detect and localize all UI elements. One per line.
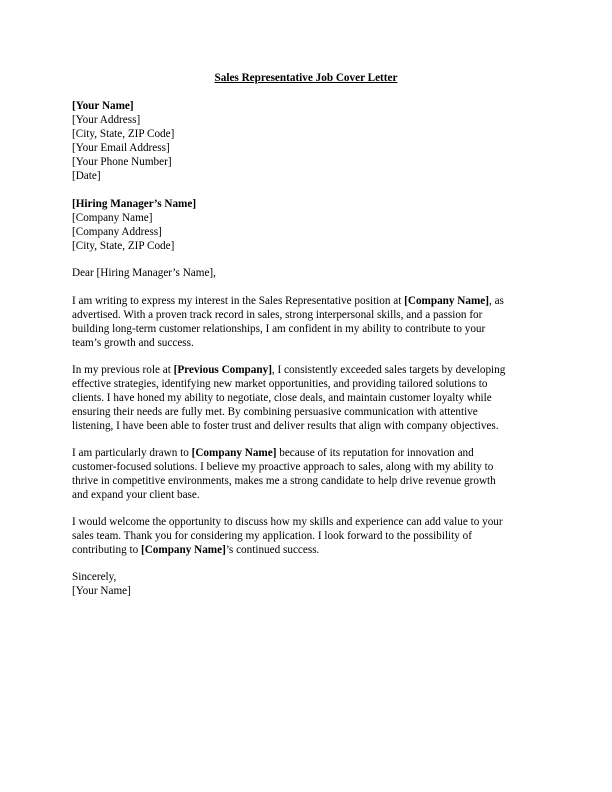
paragraph-3-text-a: I am particularly drawn to <box>72 447 192 459</box>
company-name-placeholder: [Company Name] <box>191 447 277 459</box>
paragraph-2-line-4: ensuring their needs are fully met. By combining persuasive communication with attentive <box>72 406 478 418</box>
sender-city: [City, State, ZIP Code] <box>72 128 175 140</box>
sender-name: [Your Name] <box>72 100 134 112</box>
paragraph-1-text-a: I am writing to express my interest in the Sales Representative position at <box>72 295 405 307</box>
paragraph-3-line-2: customer-focused solutions. I believe my proactive approach to sales, along with my ability to <box>72 461 494 473</box>
salutation-text: Dear [Hiring Manager’s Name], <box>72 267 216 279</box>
paragraph-1-line-2: advertised. With a proven track record in sales, strong interpersonal skills, and a passion for <box>72 309 483 321</box>
paragraph-2-line-5: listening, I have been able to foster trust and deliver results that align with company objectives. <box>72 420 499 432</box>
recipient-city: [City, State, ZIP Code] <box>72 240 175 252</box>
paragraph-2-line-3: clients. I have honed my ability to negotiate, close deals, and maintain customer loyalty while <box>72 392 492 404</box>
document-title: Sales Representative Job Cover Letter <box>214 72 398 84</box>
paragraph-4-line-1: I would welcome the opportunity to discuss how my skills and experience can add value to your <box>72 516 503 528</box>
paragraph-4-text-a: contributing to <box>72 544 141 556</box>
signature-name: [Your Name] <box>72 585 131 597</box>
previous-company-placeholder: [Previous Company] <box>173 364 272 376</box>
paragraph-1-line-3: building long-term customer relationships, I am confident in my ability to contribute to your <box>72 323 486 335</box>
salutation <box>72 266 540 280</box>
recipient-address: [Company Address] <box>72 226 162 238</box>
sender-block <box>72 99 540 183</box>
paragraph-1 <box>72 294 540 350</box>
closing-block <box>72 570 540 598</box>
sender-date: [Date] <box>72 170 101 182</box>
sender-address: [Your Address] <box>72 114 141 126</box>
paragraph-3-line-3: thrive in competitive environments, makes me a strong candidate to help drive revenue growth <box>72 475 496 487</box>
paragraph-4-text-c: ’s continued success. <box>225 544 320 556</box>
paragraph-4 <box>72 515 540 557</box>
paragraph-4-line-3 <box>72 543 540 557</box>
recipient-block <box>72 197 540 253</box>
paragraph-2-line-2: effective strategies, identifying new market opportunities, and providing tailored solutions to <box>72 378 488 390</box>
paragraph-3-line-1 <box>72 446 540 460</box>
sender-email: [Your Email Address] <box>72 142 170 154</box>
recipient-name: [Hiring Manager’s Name] <box>72 198 197 210</box>
paragraph-2-line-1 <box>72 363 540 377</box>
paragraph-2-text-a: In my previous role at <box>72 364 174 376</box>
paragraph-2-text-c: , I consistently exceeded sales targets by developing <box>271 364 506 376</box>
paragraph-3 <box>72 446 540 502</box>
paragraph-3-text-c: because of its reputation for innovation and <box>276 447 474 459</box>
sender-phone: [Your Phone Number] <box>72 156 172 168</box>
paragraph-3-line-4: and expand your client base. <box>72 489 200 501</box>
valediction: Sincerely, <box>72 571 117 583</box>
paragraph-4-line-2: sales team. Thank you for considering my application. I look forward to the possibility of <box>72 530 472 542</box>
recipient-company: [Company Name] <box>72 212 153 224</box>
paragraph-1-text-c: , as <box>488 295 504 307</box>
company-name-placeholder: [Company Name] <box>404 295 489 307</box>
paragraph-1-line-1 <box>72 294 540 308</box>
paragraph-1-line-4: team’s growth and success. <box>72 337 194 349</box>
company-name-placeholder: [Company Name] <box>140 544 226 556</box>
paragraph-2 <box>72 363 540 433</box>
